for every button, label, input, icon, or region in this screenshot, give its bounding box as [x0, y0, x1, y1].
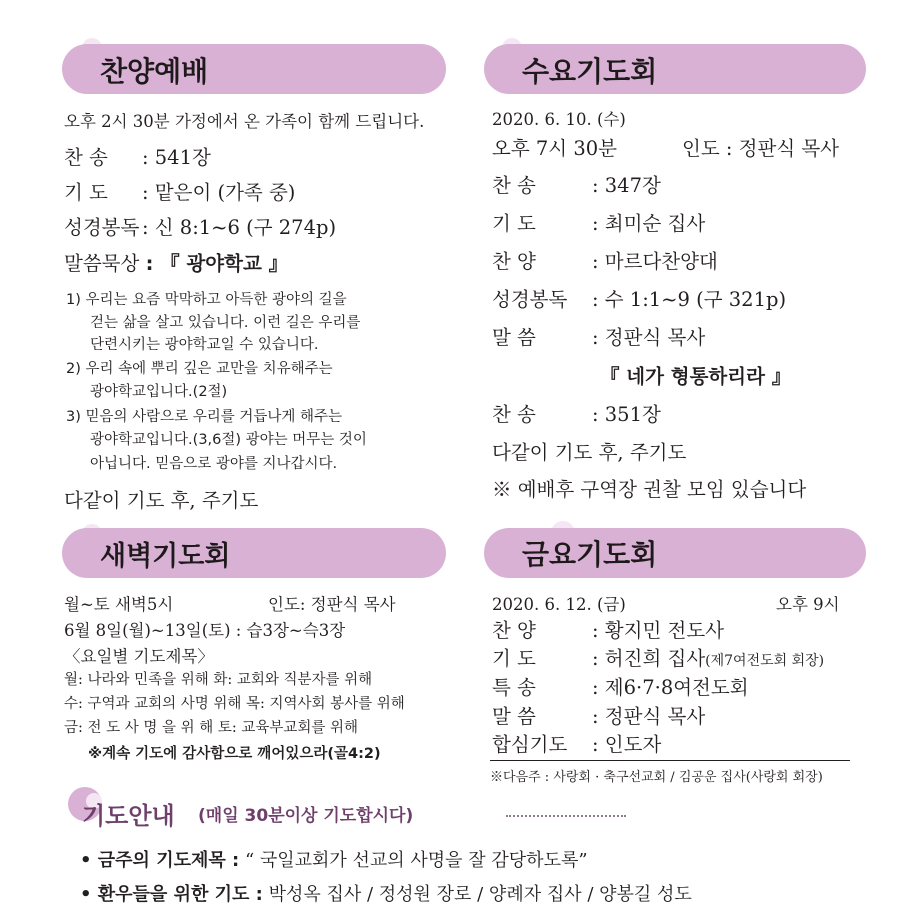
wednesday-item: 찬 송 : 347장	[492, 174, 661, 197]
dawn-title: 새벽기도회	[100, 541, 231, 572]
prayer-title: 기도안내	[82, 802, 175, 830]
wednesday-item: 성경봉독 : 수 1:1~9 (구 321p)	[492, 288, 787, 311]
friday-time: 오후 9시	[776, 595, 840, 614]
praise-sermon-title: : 『 광야학교 』	[145, 252, 289, 275]
wednesday-title: 수요기도회	[522, 55, 658, 88]
friday-divider	[490, 760, 850, 761]
praise-point: 광야학교입니다.(2절)	[90, 384, 228, 400]
friday-title: 금요기도회	[522, 538, 658, 571]
friday-item: 특 송 : 제6·7·8여전도회	[492, 676, 749, 699]
dawn-topic: 금: 전 도 사 명 을 위 해 토: 교육부교회를 위해	[64, 720, 358, 736]
friday-item: 말 씀 : 정판식 목사	[492, 705, 706, 728]
praise-point: 걷는 삶을 살고 있습니다. 이런 길은 우리를	[90, 315, 361, 331]
wednesday-time: 오후 7시 30분	[492, 137, 617, 160]
wednesday-item: 기 도 : 최미순 집사	[492, 212, 706, 235]
prayer-subtitle: (매일 30분이상 기도합시다)	[198, 806, 414, 826]
praise-title: 찬양예배	[100, 55, 209, 88]
dawn-verse: ※계속 기도에 감사함으로 깨어있으라(골4:2)	[88, 746, 381, 762]
wednesday-notice: ※ 예배후 구역장 권찰 모임 있습니다	[492, 478, 807, 501]
dawn-dates: 6월 8일(월)~13일(토) : 습3장~슥3장	[64, 621, 346, 640]
dawn-topic: 수: 구역과 교회의 사명 위해 목: 지역사회 봉사를 위해	[64, 696, 405, 712]
praise-item: 찬 송 : 541장	[64, 146, 211, 169]
friday-item: 기 도 : 허진희 집사(제7여전도회 회장)	[492, 647, 825, 670]
friday-date: 2020. 6. 12. (금)	[492, 595, 626, 614]
praise-closing: 다같이 기도 후, 주기도	[64, 489, 259, 512]
wednesday-hymn: 찬 송 : 351장	[492, 403, 661, 426]
friday-next-week: ※다음주 : 사랑회 · 축구선교회 / 김공운 집사(사랑회 회장)	[490, 770, 823, 785]
praise-intro: 오후 2시 30분 가정에서 온 가족이 함께 드립니다.	[64, 112, 425, 131]
praise-point: 광야학교입니다.(3,6절) 광야는 머무는 것이	[90, 432, 367, 448]
wednesday-closing: 다같이 기도 후, 주기도	[492, 441, 687, 464]
friday-item: 합심기도 : 인도자	[492, 733, 662, 756]
praise-point: 2) 우리 속에 뿌리 깊은 교만을 치유해주는	[66, 361, 333, 377]
praise-point: 아닙니다. 믿음으로 광야를 지나갑시다.	[90, 456, 338, 472]
praise-sermon: 말씀묵상 : 『 광야학교 』	[64, 252, 289, 275]
wednesday-item: 찬 양 : 마르다찬양대	[492, 250, 718, 273]
dawn-topics-header: 〈요일별 기도제목〉	[64, 647, 214, 666]
wednesday-date: 2020. 6. 10. (수)	[492, 110, 626, 129]
praise-item: 기 도 : 맡은이 (가족 중)	[64, 181, 296, 204]
dawn-schedule: 월~토 새벽5시	[64, 595, 174, 614]
praise-point: 3) 믿음의 사람으로 우리를 거듭나게 해주는	[66, 409, 343, 425]
praise-point: 1) 우리는 요즘 막막하고 아득한 광야의 길을	[66, 292, 347, 308]
wednesday-sermon-title: 『 네가 형통하리라 』	[600, 365, 792, 388]
dawn-topic: 월: 나라와 민족을 위해 화: 교회와 직분자를 위해	[64, 672, 373, 688]
friday-item: 찬 양 : 황지민 전도사	[492, 619, 724, 642]
prayer-line: • 환우들을 위한 기도 : 박성옥 집사 / 정성원 장로 / 양례자 집사 / 양봉길 성도	[80, 884, 692, 905]
wednesday-item: 말 씀 : 정판식 목사	[492, 326, 706, 349]
dawn-leader: 인도: 정판식 목사	[268, 595, 396, 614]
wednesday-leader: 인도 : 정판식 목사	[682, 137, 840, 160]
praise-item: 성경봉독 : 신 8:1~6 (구 274p)	[64, 216, 337, 239]
prayer-dotted-line	[506, 815, 626, 817]
prayer-line: • 금주의 기도제목 : “ 국일교회가 선교의 사명을 잘 감당하도록”	[80, 850, 588, 871]
praise-point: 단련시키는 광야학교일 수 있습니다.	[90, 337, 319, 353]
